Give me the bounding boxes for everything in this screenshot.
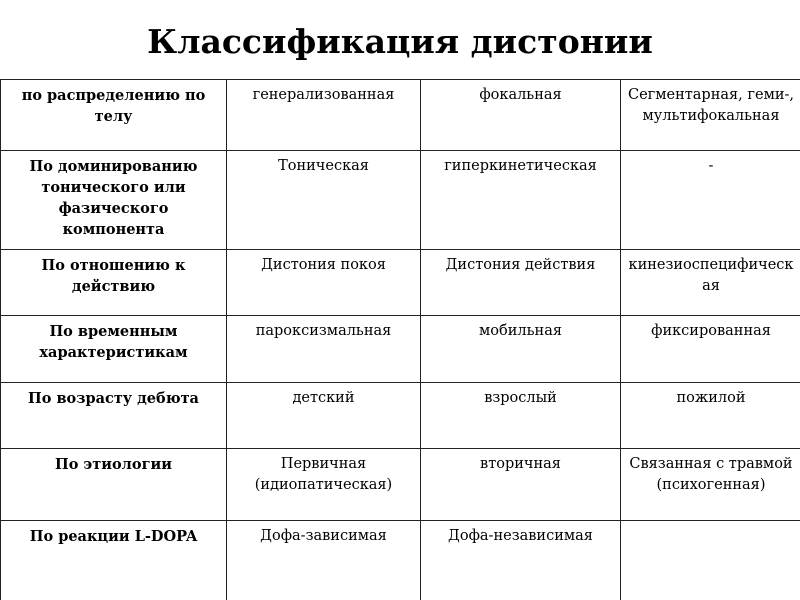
table-cell: Первичная (идиопатическая): [227, 449, 421, 521]
table-row: [1, 449, 800, 521]
table-cell: Дофа-независимая: [421, 521, 621, 600]
table-cell: -: [621, 151, 800, 250]
table-cell: Дистония действия: [421, 250, 621, 316]
row-label: По этиологии: [1, 449, 227, 521]
table-cell: Связанная с травмой (психогенная): [621, 449, 800, 521]
table-row: [1, 521, 800, 600]
row-label: по распределению по телу: [1, 80, 227, 151]
table-cell: кинезиоспецифическая: [621, 250, 800, 316]
table-row: [1, 80, 800, 151]
row-label: По доминированию тонического или фазического компонента: [1, 151, 227, 250]
table-row: [1, 383, 800, 449]
classification-table: [0, 79, 800, 600]
table-cell: Дофа-зависимая: [227, 521, 421, 600]
table-row: [1, 316, 800, 383]
table-cell: пароксизмальная: [227, 316, 421, 383]
table-cell: генерализованная: [227, 80, 421, 151]
row-label: По возрасту дебюта: [1, 383, 227, 449]
table-row: [1, 250, 800, 316]
row-label: По временным характеристикам: [1, 316, 227, 383]
table-cell: гиперкинетическая: [421, 151, 621, 250]
table-cell: пожилой: [621, 383, 800, 449]
table-cell: мобильная: [421, 316, 621, 383]
table-row: [1, 151, 800, 250]
table-cell: детский: [227, 383, 421, 449]
row-label: По реакции L-DOPA: [1, 521, 227, 600]
table-cell: вторичная: [421, 449, 621, 521]
table-cell: взрослый: [421, 383, 621, 449]
page-title: Классификация дистонии: [147, 22, 653, 61]
row-label: По отношению к действию: [1, 250, 227, 316]
table-cell: фокальная: [421, 80, 621, 151]
table-cell: фиксированная: [621, 316, 800, 383]
table-cell: Дистония покоя: [227, 250, 421, 316]
table-cell: Сегментарная, геми-, мультифокальная: [621, 80, 800, 151]
table-cell: [621, 521, 800, 600]
table-cell: Тоническая: [227, 151, 421, 250]
